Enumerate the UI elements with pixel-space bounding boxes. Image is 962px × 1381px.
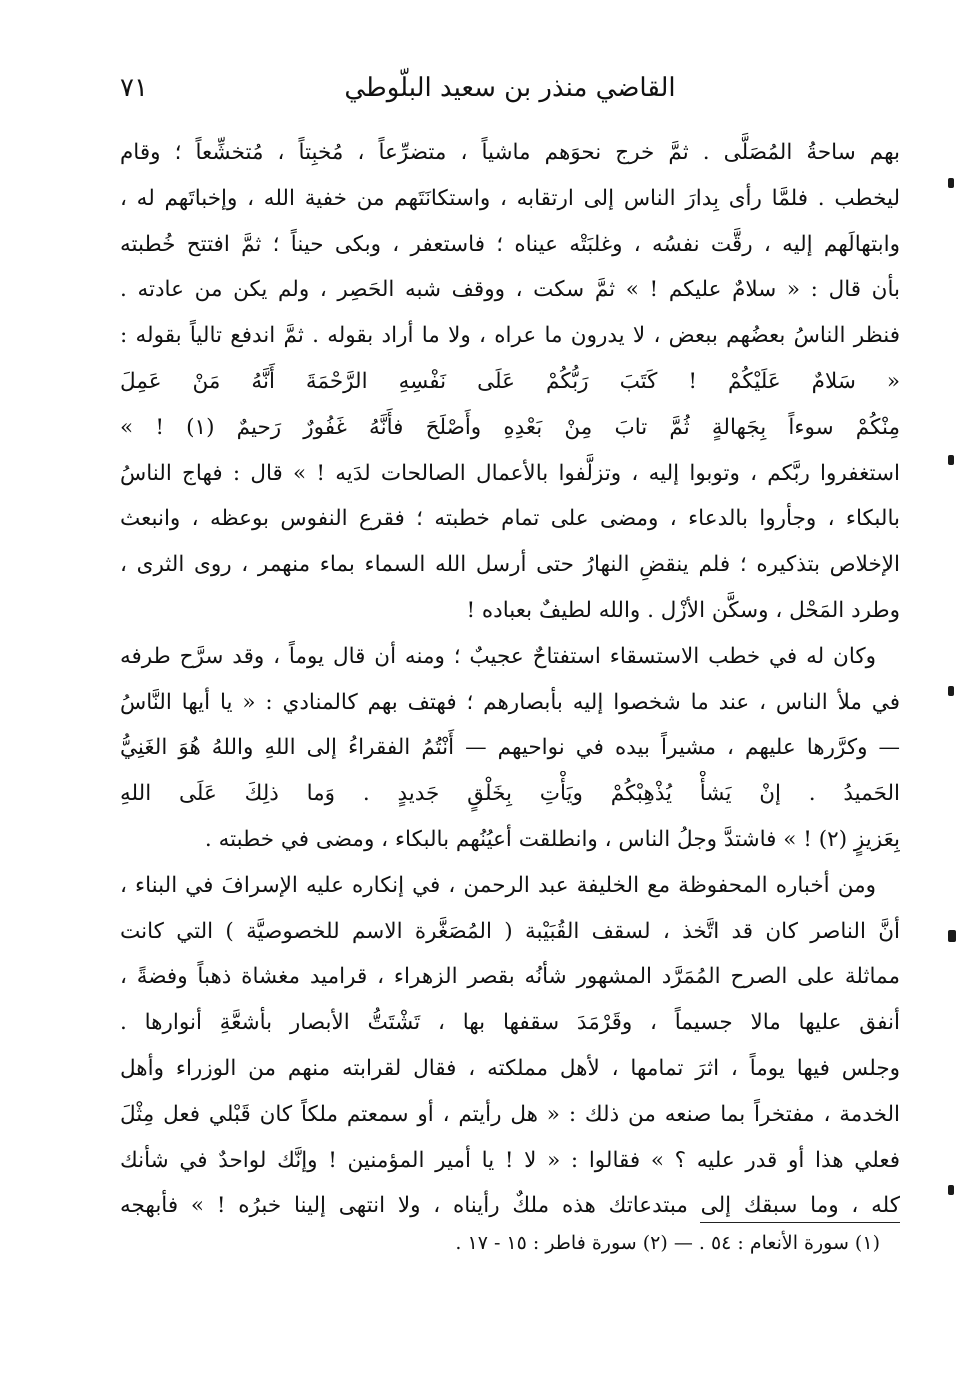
text-line: فعلي هذا أو قدر عليه ؟ » فقالوا : « لا ! يا أمير المؤمنين ! وإنَّك لواحدٌ في شأنك [120, 1147, 900, 1173]
paragraph-end-line: وطرد المَحْل ، وسكَّن الأزْل . والله لطيفٌ بعباده ! [466, 597, 900, 623]
text-line: الإخلاص بتذكيره ؛ فلم ينقضِ النهارُ حتى أرسل الله السماء بماء منهمر ، روى الثرى ، [120, 552, 900, 578]
text-line: ليخطب . فلمَّا رأى بِدارَ الناس إلى ارتقابه ، واستكانَتَهم من خفية الله ، وإخباتَهم له ، [120, 185, 900, 211]
paragraph-end-line: بِعَزيزٍ (٢) ! » فاشتدَّ وجلُ الناس ، وانطلقت أعيُنُهم بالبكاء ، ومضى في خطبته . [204, 826, 900, 852]
text-line: الخدمة ، مفتخراً بما صنعه من ذلك : « هل رأيتم ، أو سمعتم ملكاً كان قَبْلي فعل مِثْلَ [120, 1101, 900, 1127]
text-line: بهم ساحةُ المُصَلَّى . ثمَّ خرج نحوَهم ماشياً ، متضرِّعاً ، مُخبِتاً ، مُتخشِّعاً ؛ وقام [120, 140, 900, 165]
text-line: مماثلة على الصرح المُمَرَّد المشهور شأنُه بقصر الزهراء ، قراميد مغشاة ذهباً وفضةً ، [120, 964, 900, 990]
text-line: أنفق عليها مالا جسيماً ، وقَرْمَدَ سقفها بها ، تَشْتَتُّ الأبصار بأشعَّةِ أنوارها . [120, 1010, 900, 1036]
text-line: استغفروا ربَّكم ، وتوبوا إليه ، وتزلَّفوا بالأعمال الصالحات لدَيه ! » قال : فهاج الناسُ [120, 460, 900, 486]
footnotes: (١) سورة الأنعام : ٥٤ . — (٢) سورة فاطر : ١٥ - ١٧ . [455, 1232, 880, 1254]
footnote-separator [700, 1222, 900, 1223]
body-text [120, 130, 900, 1229]
quran-line: مِنْكُمْ سوءاً بِجَهالةٍ ثُمَّ تابَ مِنْ بَعْدِهِ وأَصْلَحَ فأَنَّهُ غَفُورٌ رَحيمٌ (١) ! » [120, 414, 900, 440]
text-line: أنَّ الناصر كان قد اتَّخذ ، لسقف القُبَيْبة ( المُصَغَّرة الاسم للخصوصيَّة ) التي كانت [120, 918, 900, 944]
binding-mark [948, 930, 956, 942]
text-line: كله ، وما سبقك إلى مبتدعاتك هذه ملكٌ رأيناه ، ولا انتهى إلينا خبرُه ! » فأبهجه [120, 1193, 900, 1219]
binding-mark [948, 455, 954, 465]
page-header [120, 68, 900, 108]
text-line: فنظر الناسُ بعضُهم ببعض ، لا يدرون ما عراه ، ولا ما أراد بقوله . ثمَّ اندفع تالياً بقوله : [120, 323, 900, 349]
binding-mark [948, 1185, 954, 1195]
text-line: وابتهالَهم إليه ، رقَّت نفسُه ، وغلبَتْه عيناه ؛ فاستعفر ، وبكى حيناً ؛ ثمَّ افتتح خُطبته [120, 231, 900, 257]
paragraph-start-line: ومن أخباره المحفوظة مع الخليفة عبد الرحمن ، في إنكاره عليه الإسرافَ في البناء ، [120, 872, 876, 898]
text-line: بالبكاء ، وجأروا بالدعاء ، ومضى على تمام خطبته ؛ فقرع النفوس بوعظه ، وانبعث [120, 506, 900, 532]
text-line: بأن قال : « سلامٌ عليكم ! » ثمَّ سكت ، ووقف شبه الحَصِر ، ولم يكن من عادته . [120, 277, 900, 303]
quran-line: — وكرَّرها عليهم ، مشيراً بيده في نواحيهم — أَنْتُمُ الفقراءُ إلى اللهِ واللهُ هُوَ الغَنِيُّ [120, 735, 900, 761]
quran-line: « سَلامٌ عَلَيْكُمْ ! كَتَبَ رَبُّكُمْ عَلَى نَفْسِهِ الرَّحْمَةَ أَنَّهُ مَنْ عَمِلَ [120, 368, 900, 394]
binding-mark [948, 686, 954, 696]
page-number: ٧١ [120, 73, 148, 103]
paragraph-start-line: وكان له في خطب الاستسقاء استفتاحٌ عجيبٌ ؛ ومنه أن قال يوماً ، وقد سرَّح طرفه [120, 643, 876, 669]
text-line: في ملأ الناس ، عند ما شخصوا إليه بأبصارهم ؛ فهتف بهم كالمنادي : « يا أيها النَّاسُ [120, 689, 900, 715]
text-line: وجلس فيها يوماً ، اثرَ تمامها ، لأهل مملكته ، فقال لقرابته منهم من الوزراء وأهل [120, 1055, 900, 1081]
running-title: القاضي منذر بن سعيد البلّوطي [344, 73, 676, 103]
binding-mark [948, 178, 954, 188]
quran-line: الحَميدُ . إنْ يَشأْ يُذْهِبْكُمْ ويَأْتِ بِخَلْقٍ جَديدٍ . وَما ذلِكَ عَلَى اللهِ [120, 781, 900, 807]
